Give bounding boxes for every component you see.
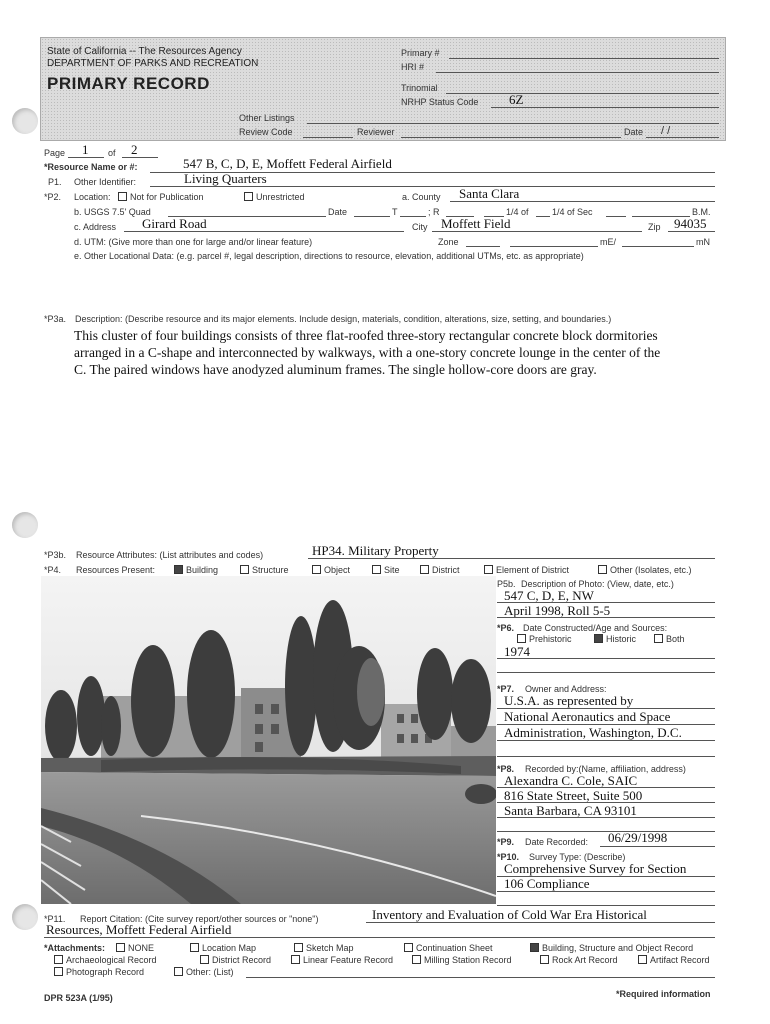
attach-photograph[interactable] [54,967,144,977]
page-current-line [68,157,104,158]
p4-object-text: Object [324,565,351,575]
p4-site-text: Site [384,565,400,575]
resource-name-value: 547 B, C, D, E, Moffett Federal Airfield [183,156,392,171]
p2-label: *P2. [44,192,62,202]
page-current: 1 [82,142,89,157]
p10-field-1[interactable] [497,876,715,877]
p2-location-label: Location: [74,192,111,202]
p3a-label: *P3a. [44,314,67,324]
p4-element-checkbox[interactable] [484,565,493,574]
attach-artifact[interactable] [638,955,710,965]
p1-label: P1. [48,177,62,187]
p1-field[interactable] [150,186,715,187]
attach-sketch-map[interactable] [294,943,354,953]
p10-field-3[interactable] [497,905,715,906]
address-value: Girard Road [142,216,207,231]
p7-line-1: U.S.A. as represented by [504,693,634,708]
p7-label: *P7. [497,684,515,694]
p11-field-1[interactable] [366,922,715,923]
t-field[interactable] [400,216,426,217]
p3a-line-3: C. The paired windows have anodyzed aluminum frames. The single hollow-core doors are gray. [74,362,597,377]
punch-hole-middle [12,512,38,538]
attach-milling-checkbox[interactable] [412,955,421,964]
sec-field[interactable] [606,216,626,217]
p4-other-option[interactable] [598,565,692,575]
p3b-label: *P3b. [44,550,67,560]
attach-none[interactable] [116,943,154,953]
p4-element-text: Element of District [496,565,570,575]
quarter2-label: 1/4 of Sec [552,207,593,217]
hri-field[interactable] [436,72,719,73]
p7-field-3[interactable] [497,740,715,741]
p4-site-option[interactable] [372,565,400,575]
county-value: Santa Clara [459,186,520,201]
attach-building-record[interactable] [530,943,693,953]
p4-district-text: District [432,565,460,575]
page-total-line [122,157,158,158]
p8-line-3: Santa Barbara, CA 93101 [504,803,637,818]
attach-other-checkbox[interactable] [174,967,183,976]
me-label: mE/ [600,237,617,247]
attachments-label: *Attachments: [44,943,106,953]
p6-both-checkbox[interactable] [654,634,663,643]
reviewer-label: Reviewer [357,127,395,137]
p3b-value: HP34. Military Property [312,543,439,558]
punch-hole-bottom [12,904,38,930]
p10-field-2[interactable] [497,891,715,892]
date-field[interactable] [646,137,719,138]
trinomial-label: Trinomial [401,83,438,93]
attach-milling-station[interactable] [412,955,512,965]
p3a-instruction: Description: (Describe resource and its major elements. Include design, materials, condition, alterations, size, setting, and boundaries.) [75,314,612,324]
primary-field[interactable] [449,58,719,59]
attach-building-checkbox[interactable] [530,943,539,952]
punch-hole-top [12,108,38,134]
p4-district-checkbox[interactable] [420,565,429,574]
p1-value: Living Quarters [184,171,267,186]
attach-linear-feature[interactable] [291,955,393,965]
city-label: City [412,222,428,232]
usgs-date-label: Date [328,207,348,217]
attach-linear-checkbox[interactable] [291,955,300,964]
p6-prehistoric-text: Prehistoric [529,634,572,644]
p5b-label: P5b. [497,579,516,589]
p7-field-4[interactable] [497,756,715,757]
date-label: Date [624,127,644,137]
p6-prehistoric-checkbox[interactable] [517,634,526,643]
zone-label: Zone [438,237,459,247]
date-value: / / [661,125,671,137]
review-code-label: Review Code [239,127,293,137]
p7-value [504,693,682,741]
p5b-field-2[interactable] [497,617,715,618]
page-total: 2 [131,142,138,157]
attach-rock-art[interactable] [540,955,618,965]
nrhp-value: 6Z [509,92,524,107]
attach-district-record[interactable] [200,955,271,965]
page-of-label: of [108,148,116,158]
attach-artifact-checkbox[interactable] [638,955,647,964]
attach-district-text: District Record [212,955,272,965]
p4-site-checkbox[interactable] [372,565,381,574]
attach-continuation-checkbox[interactable] [404,943,413,952]
county-label: a. County [402,192,441,202]
unrestricted-text: Unrestricted [256,192,305,202]
required-note: *Required information [616,989,711,999]
bm-label: B.M. [692,207,711,217]
attach-archaeological-checkbox[interactable] [54,955,63,964]
p7-field-1[interactable] [497,708,715,709]
p6-prehistoric-option[interactable] [517,634,572,644]
not-for-publication-text: Not for Publication [130,192,204,202]
p7-field-label: Owner and Address: [525,684,607,694]
p4-element-option[interactable] [484,565,569,575]
address-label: c. Address [74,222,117,232]
p6-both-option[interactable] [654,634,685,644]
p4-object-checkbox[interactable] [312,565,321,574]
attach-linear-text: Linear Feature Record [303,955,394,965]
p11-line-1: Inventory and Evaluation of Cold War Era Historical [372,907,647,922]
quarter1-label: 1/4 of [506,207,529,217]
attach-sketch-map-checkbox[interactable] [294,943,303,952]
attach-district-checkbox[interactable] [200,955,209,964]
not-for-publication-checkbox[interactable] [118,192,127,201]
p10-field-label: Survey Type: (Describe) [529,852,626,862]
p3a-description [74,327,660,378]
not-for-publication-option[interactable] [118,192,204,202]
p8-field-label: Recorded by:(Name, affiliation, address) [525,764,686,774]
attach-other[interactable] [174,967,234,977]
county-field[interactable] [450,201,715,202]
attach-archaeological-text: Archaeological Record [66,955,157,965]
p6-label: *P6. [497,623,515,633]
attach-continuation-sheet[interactable] [404,943,493,953]
p4-building-text: Building [186,565,219,575]
zip-label: Zip [648,222,661,232]
attach-rock-art-checkbox[interactable] [540,955,549,964]
easting-field[interactable] [510,246,598,247]
p6-historic-option[interactable] [594,634,636,644]
p8-field-4[interactable] [497,831,715,832]
p3b-field-label: Resource Attributes: (List attributes and codes) [76,550,264,560]
p11-field-label: Report Citation: (Cite survey report/other sources or "none") [80,914,319,924]
zone-field[interactable] [466,246,500,247]
p6-historic-text: Historic [606,634,637,644]
p4-other-checkbox[interactable] [598,565,607,574]
p8-value [504,773,642,818]
attach-photograph-text: Photograph Record [66,967,145,977]
zip-field[interactable] [668,231,715,232]
attach-photograph-checkbox[interactable] [54,967,63,976]
t-label: T [392,207,398,217]
p4-district-option[interactable] [420,565,460,575]
p3b-field[interactable] [308,558,715,559]
p10-label: *P10. [497,852,520,862]
p10-line-2: 106 Compliance [504,876,590,891]
p7-field-2[interactable] [497,724,715,725]
p6-historic-checkbox[interactable] [594,634,603,643]
header-box [40,37,726,141]
p6-field[interactable] [497,658,715,659]
p6-field-2[interactable] [497,672,715,673]
primary-label: Primary # [401,48,440,58]
usgs-date-field[interactable] [354,216,390,217]
p6-both-text: Both [666,634,685,644]
other-locational-label: e. Other Locational Data: (e.g. parcel #, legal description, directions to resource, elevation, additional UTMs, etc. as appropriate) [74,251,584,261]
p9-label: *P9. [497,837,515,847]
attach-other-text: Other: (List) [186,967,234,977]
nrhp-field[interactable] [491,107,719,108]
department-name: DEPARTMENT OF PARKS AND RECREATION [47,58,259,69]
resource-name-label: *Resource Name or #: [44,162,138,172]
p3a-line-1: This cluster of four buildings consists of three flat-roofed three-story rectangular concrete block dormitories [74,328,658,343]
p8-line-1: Alexandra C. Cole, SAIC [504,773,638,788]
p8-line-2: 816 State Street, Suite 500 [504,788,643,803]
reviewer-field[interactable] [401,137,621,138]
p4-building-checkbox[interactable] [174,565,183,574]
attach-none-checkbox[interactable] [116,943,125,952]
p8-field-3[interactable] [497,817,715,818]
p7-line-3: Administration, Washington, D.C. [504,725,682,740]
attach-archaeological[interactable] [54,955,157,965]
p5b-field-label: Description of Photo: (View, date, etc.) [521,579,674,589]
p4-other-text: Other (Isolates, etc.) [610,565,692,575]
p4-field-label: Resources Present: [76,565,156,575]
page-label: Page [44,148,66,158]
attach-location-map-checkbox[interactable] [190,943,199,952]
p11-field-2[interactable] [44,937,715,938]
other-listings-field[interactable] [307,123,719,124]
attach-location-map[interactable] [190,943,256,953]
attach-other-field[interactable] [246,977,715,978]
p4-object-option[interactable] [312,565,350,575]
form-id: DPR 523A (1/95) [44,993,113,1003]
p9-field-label: Date Recorded: [525,837,589,847]
city-field[interactable] [432,231,642,232]
attach-none-text: NONE [128,943,155,953]
mn-label: mN [696,237,710,247]
attach-rock-art-text: Rock Art Record [552,955,618,965]
p6-field-label: Date Constructed/Age and Sources: [523,623,668,633]
p9-value: 06/29/1998 [608,830,668,845]
p1-field-label: Other Identifier: [74,177,137,187]
utm-label: d. UTM: (Give more than one for large and/or linear feature) [74,237,313,247]
form-title: PRIMARY RECORD [47,74,210,93]
attach-location-map-text: Location Map [202,943,257,953]
p4-structure-text: Structure [252,565,289,575]
attach-milling-text: Milling Station Record [424,955,512,965]
p8-field-2[interactable] [497,802,715,803]
nrhp-label: NRHP Status Code [401,97,479,107]
p4-building-option[interactable] [174,565,218,575]
unrestricted-checkbox[interactable] [244,192,253,201]
address-field[interactable] [124,231,404,232]
p8-field-1[interactable] [497,787,715,788]
p4-structure-option[interactable] [240,565,289,575]
unrestricted-option[interactable] [244,192,305,202]
p5b-line-1: 547 C, D, E, NW [504,588,594,603]
p10-line-1: Comprehensive Survey for Section [504,861,687,876]
city-value: Moffett Field [441,216,511,231]
p7-line-2: National Aeronautics and Space [504,709,671,724]
zip-value: 94035 [674,216,707,231]
review-code-field[interactable] [303,137,353,138]
trinomial-field[interactable] [446,93,719,94]
northing-field[interactable] [622,246,694,247]
attach-artifact-text: Artifact Record [650,955,710,965]
p6-value: 1974 [504,644,530,659]
p11-line-2: Resources, Moffett Federal Airfield [46,922,232,937]
p5b-line-2: April 1998, Roll 5-5 [504,603,611,618]
usgs-label: b. USGS 7.5' Quad [74,207,151,217]
resource-photo [41,576,496,904]
p4-structure-checkbox[interactable] [240,565,249,574]
agency-name: State of California -- The Resources Agency [47,46,242,57]
hri-label: HRI # [401,62,425,72]
attach-continuation-text: Continuation Sheet [416,943,493,953]
attach-building-text: Building, Structure and Object Record [542,943,694,953]
resource-photo-image [41,576,496,904]
quarter-b-field[interactable] [536,216,550,217]
p9-field[interactable] [600,846,715,847]
r-label: ; R [428,207,440,217]
p11-label: *P11. [44,914,66,924]
p4-label: *P4. [44,565,62,575]
attach-sketch-map-text: Sketch Map [306,943,354,953]
other-listings-label: Other Listings [239,113,295,123]
p8-label: *P8. [497,764,515,774]
p3a-line-2: arranged in a C-shape and interconnected by walkways, with a one-story concrete lounge in the center of the [74,345,661,360]
